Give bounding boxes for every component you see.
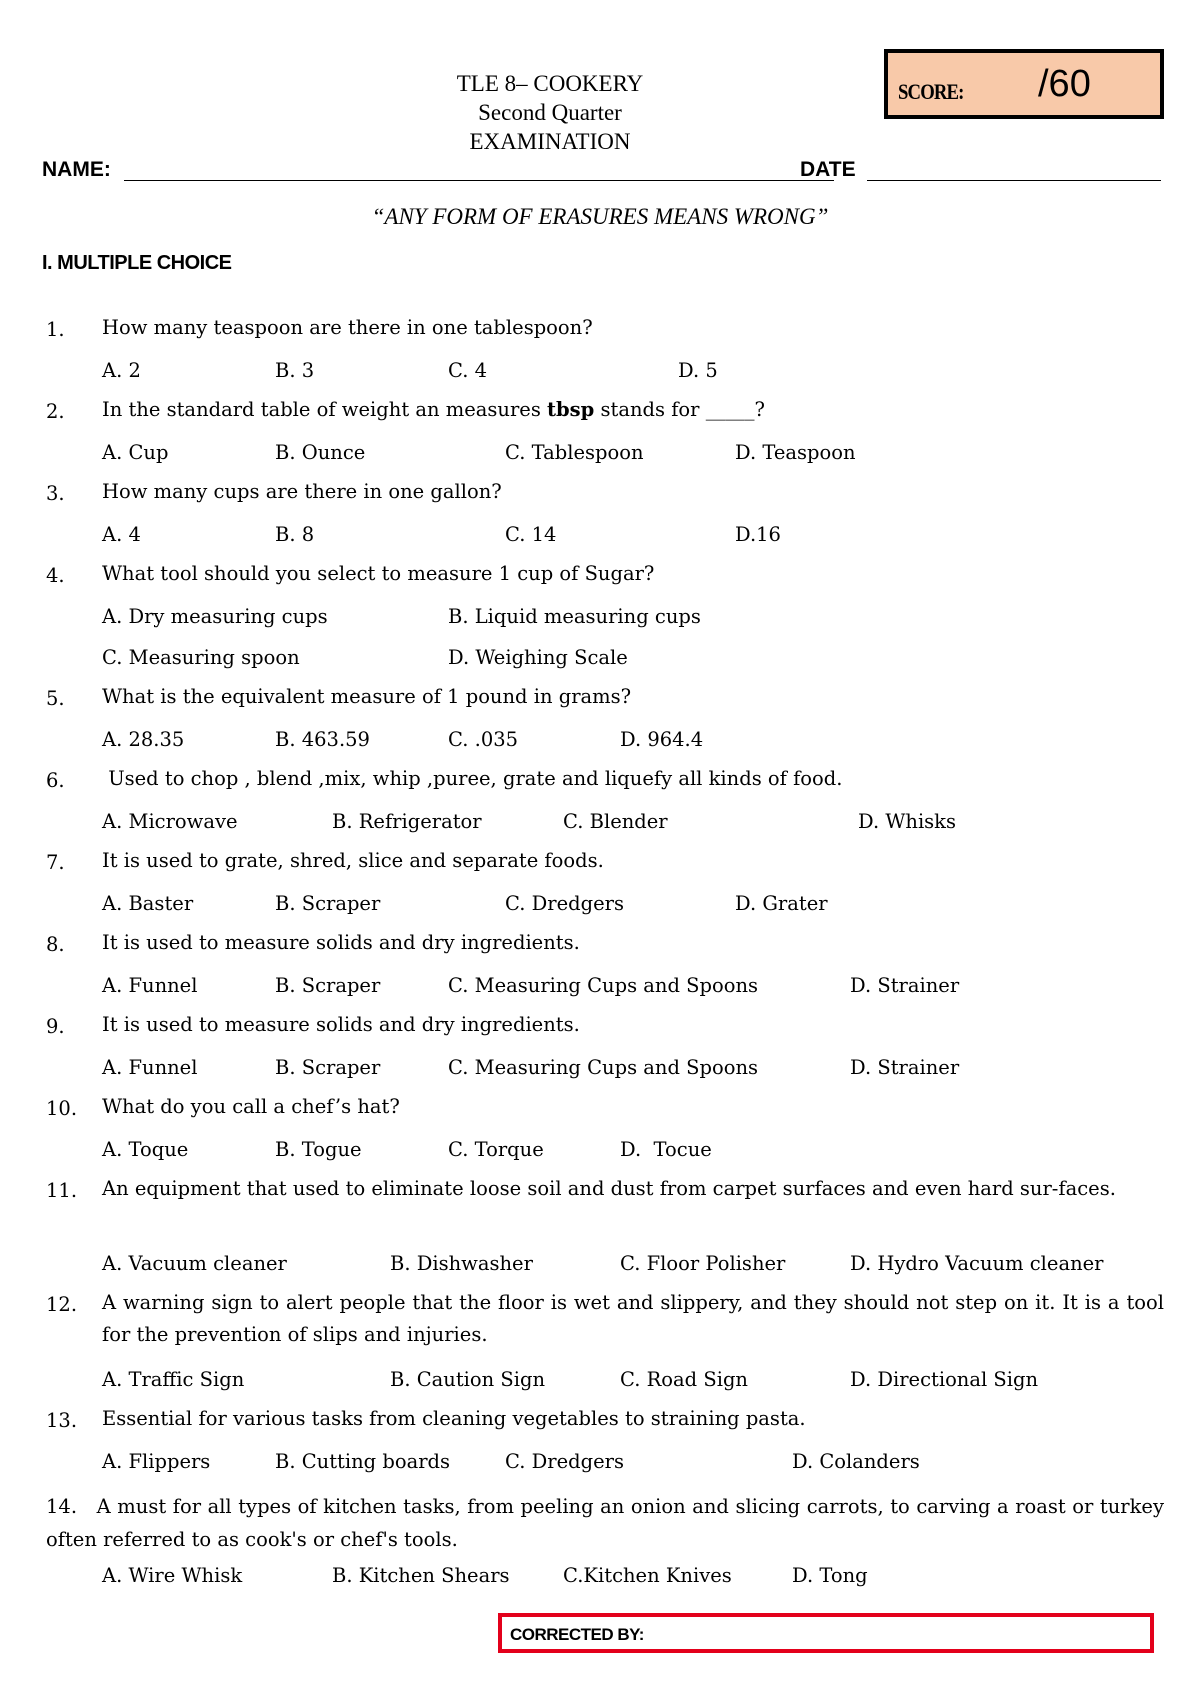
option-a[interactable]: A. Traffic Sign [102,1368,245,1391]
option-c[interactable]: C. Road Sign [620,1368,748,1391]
option-b[interactable]: B. 463.59 [275,728,370,751]
option-a[interactable]: A. 28.35 [102,728,185,751]
option-a[interactable]: A. Baster [102,892,194,915]
question-number: 6. [46,769,65,792]
option-a[interactable]: A. Flippers [102,1450,211,1473]
question-text: A warning sign to alert people that the floor is wet and slippery, and they should not step on it. It is a tool for the prevention of slips and injuries. [102,1291,1164,1346]
option-d[interactable]: D. Colanders [792,1450,920,1473]
option-d[interactable]: D. Directional Sign [850,1368,1039,1391]
option-b[interactable]: B. Ounce [275,441,366,464]
question-text: Used to chop , blend ,mix, whip ,puree, grate and liquefy all kinds of food. [102,767,843,790]
name-blank[interactable] [124,180,834,181]
name-label: NAME: [42,158,111,181]
option-a[interactable]: A. Funnel [102,974,198,997]
date-label: DATE [800,158,856,181]
option-d[interactable]: D. Tong [792,1564,868,1587]
option-c[interactable]: C. Dredgers [505,892,624,915]
option-b[interactable]: B. Scraper [275,892,381,915]
option-c[interactable]: C. Blender [563,810,668,833]
option-d[interactable]: D. Strainer [850,1056,960,1079]
question-number: 2. [46,400,65,423]
option-a[interactable]: A. 4 [102,523,141,546]
option-c[interactable]: C. Measuring spoon [102,646,300,669]
exam-type: EXAMINATION [469,129,631,154]
question-text: What is the equivalent measure of 1 pound in grams? [102,685,632,708]
option-d[interactable]: D. Grater [735,892,828,915]
option-b[interactable]: B. 3 [275,359,315,382]
question-text: It is used to measure solids and dry ingredients. [102,931,580,954]
question-number: 8. [46,933,65,956]
question-number: 1. [46,318,65,341]
erasure-notice: “ANY FORM OF ERASURES MEANS WRONG” [371,204,829,229]
score-total: /60 [1038,63,1091,105]
option-a[interactable]: A. Wire Whisk [102,1564,243,1587]
question-text: It is used to grate, shred, slice and separate foods. [102,849,604,872]
exam-quarter: Second Quarter [478,100,622,125]
option-c[interactable]: C.Kitchen Knives [563,1564,732,1587]
option-c[interactable]: C. Torque [448,1138,544,1161]
question-text: What tool should you select to measure 1 cup of Sugar? [102,562,655,585]
question-number: 4. [46,564,65,587]
option-b[interactable]: B. Scraper [275,974,381,997]
question-number: 7. [46,851,65,874]
abbreviation-tbsp: tbsp [547,398,595,421]
option-b[interactable]: B. Refrigerator [332,810,482,833]
option-c[interactable]: C. Dredgers [505,1450,624,1473]
question-text: How many teaspoon are there in one tablespoon? [102,316,593,339]
option-a[interactable]: A. Dry measuring cups [102,605,328,628]
option-a[interactable]: A. 2 [102,359,141,382]
question-text: It is used to measure solids and dry ingredients. [102,1013,580,1036]
option-c[interactable]: C. Floor Polisher [620,1252,786,1275]
question-number: 11. [46,1179,78,1202]
question-text: Essential for various tasks from cleaning vegetables to straining pasta. [102,1407,806,1430]
question-number: 14. [46,1495,78,1518]
corrected-by-box [498,1613,1154,1653]
option-d[interactable]: D. Hydro Vacuum cleaner [850,1252,1104,1275]
option-a[interactable]: A. Vacuum cleaner [102,1252,287,1275]
option-c[interactable]: C. Measuring Cups and Spoons [448,1056,759,1079]
option-b[interactable]: B. Dishwasher [390,1252,533,1275]
option-c[interactable]: C. 4 [448,359,488,382]
option-b[interactable]: B. Togue [275,1138,362,1161]
question-number: 5. [46,687,65,710]
option-b[interactable]: B. Kitchen Shears [332,1564,510,1587]
exam-title: TLE 8– COOKERY [456,71,644,96]
option-b[interactable]: B. Cutting boards [275,1450,451,1473]
name-date-row [42,158,1162,186]
question-text: How many cups are there in one gallon? [102,480,502,503]
option-a[interactable]: A. Funnel [102,1056,198,1079]
option-c[interactable]: C. Tablespoon [505,441,644,464]
score-label: SCORE: [898,79,964,104]
question-text: What do you call a chef’s hat? [102,1095,400,1118]
question-number: 12. [46,1293,78,1316]
question-number: 3. [46,482,65,505]
section-title: I. MULTIPLE CHOICE [42,252,232,274]
question-number: 13. [46,1409,78,1432]
option-d[interactable]: D. Strainer [850,974,960,997]
option-d[interactable]: D. Whisks [858,810,957,833]
option-a[interactable]: A. Cup [102,441,169,464]
question-number: 10. [46,1097,78,1120]
option-d[interactable]: D. 964.4 [620,728,704,751]
option-d[interactable]: D. Weighing Scale [448,646,628,669]
option-c[interactable]: C. 14 [505,523,557,546]
option-b[interactable]: B. Liquid measuring cups [448,605,701,628]
option-b[interactable]: B. 8 [275,523,315,546]
option-c[interactable]: C. .035 [448,728,519,751]
question-number: 9. [46,1015,65,1038]
option-d[interactable]: D. Teaspoon [735,441,856,464]
option-a[interactable]: A. Microwave [102,810,238,833]
question-text: In the standard table of weight an measures tbsp stands for _____? [102,398,765,421]
option-b[interactable]: B. Scraper [275,1056,381,1079]
question-text: An equipment that used to eliminate loose soil and dust from carpet surfaces and even hard sur-faces. [102,1177,1116,1200]
question-text: 14. A must for all types of kitchen tasks, from peeling an onion and slicing carrots, to carving a roast or turkey often referred to as cook's or chef's tools. [46,1495,1164,1551]
score-box [884,49,1164,119]
option-d[interactable]: D. Tocue [620,1138,712,1161]
date-blank[interactable] [867,180,1161,181]
option-d[interactable]: D.16 [735,523,781,546]
option-d[interactable]: D. 5 [678,359,718,382]
corrected-by-label: CORRECTED BY: [510,1625,644,1644]
option-b[interactable]: B. Caution Sign [390,1368,546,1391]
option-c[interactable]: C. Measuring Cups and Spoons [448,974,759,997]
option-a[interactable]: A. Toque [102,1138,189,1161]
